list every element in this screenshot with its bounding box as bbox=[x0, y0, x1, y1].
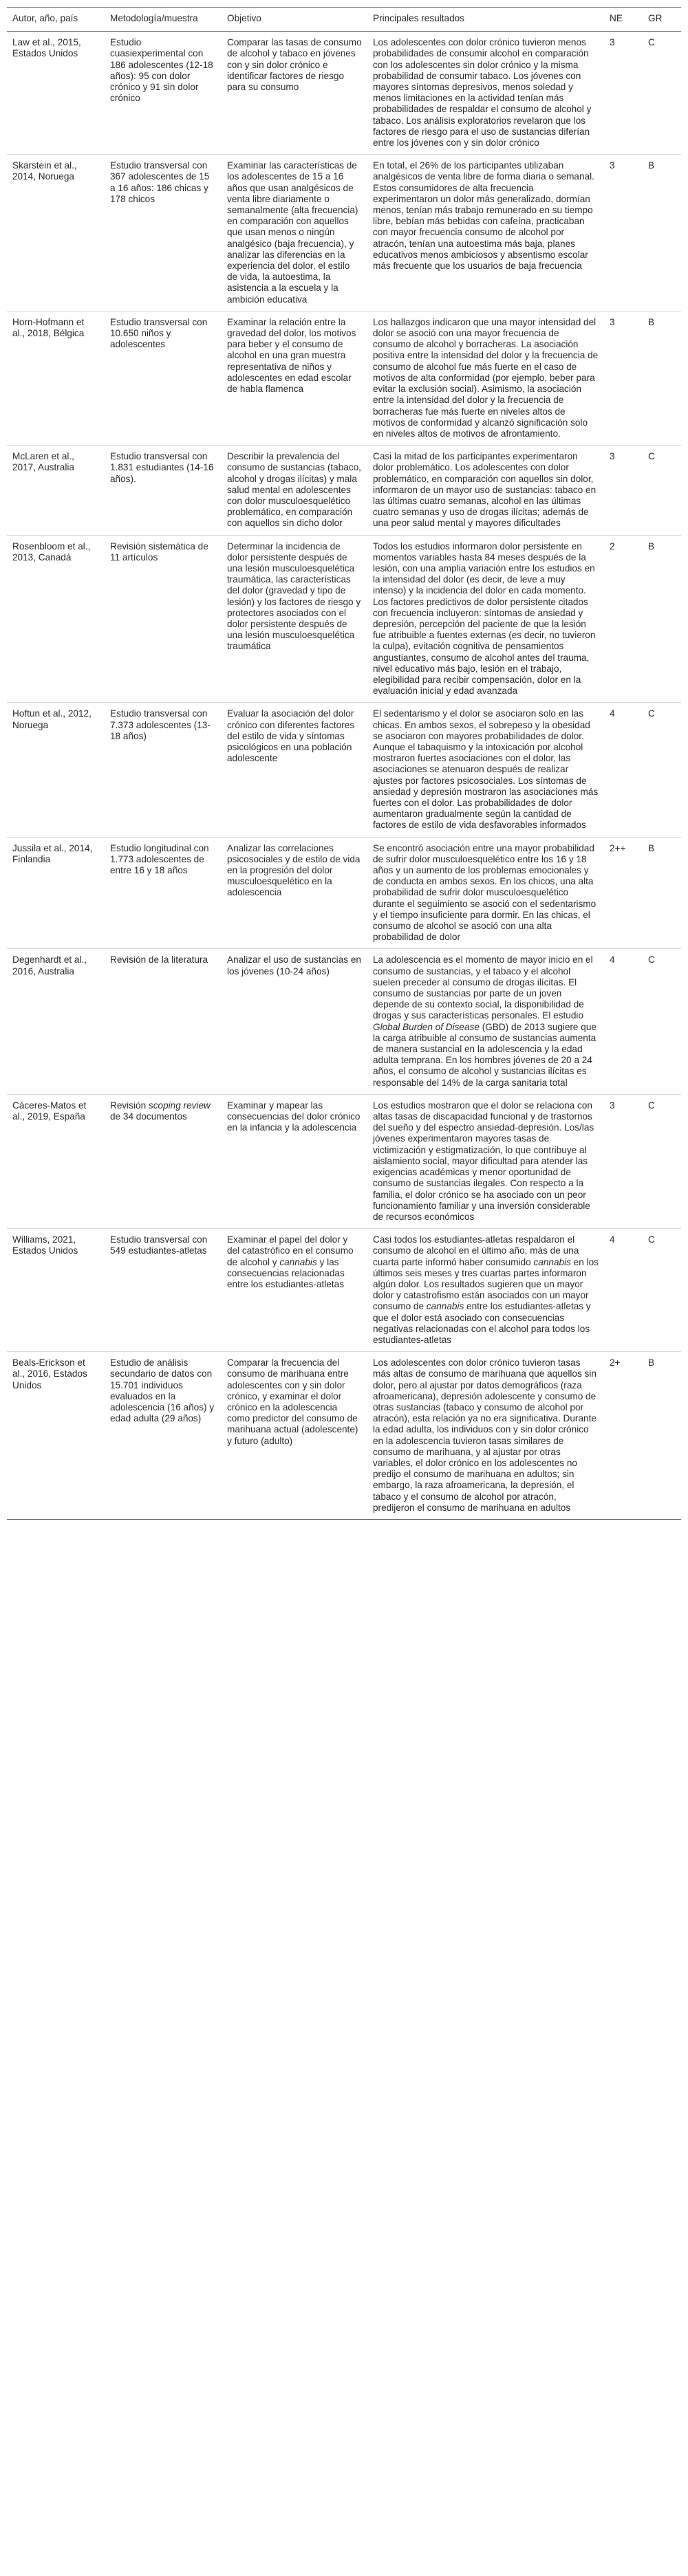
cell-results: Los adolescentes con dolor crónico tuvieron tasas más altas de consumo de marihuana que aquellos sin dolor, pero al ajustar por datos demográficos (raza afroamericana), depresión adolescente y consumo de otras sustancias (tabaco y consumo de alcohol por atracón), esta relación ya no era significativa. Durante la edad adulta, los individuos con y sin dolor crónico en la adolescencia tuvieron tasas similares de consumo de marihuana, y al ajustar por otras variables, el dolor crónico en los adolescentes no predijo el consumo de marihuana en adultos; sin embargo, la raza afroamericana, la depresión, el tabaco y el consumo de alcohol por atracón, predijeron el consumo de marihuana en adultos bbox=[367, 1352, 604, 1520]
cell-gr: C bbox=[643, 446, 681, 535]
method-text-a: Revisión bbox=[110, 1100, 149, 1111]
cell-results bbox=[367, 949, 604, 1094]
method-text-italic: scoping review bbox=[148, 1100, 211, 1111]
method-text-b: de 34 documentos bbox=[110, 1111, 187, 1122]
cell-results: Los hallazgos indicaron que una mayor intensidad del dolor se asoció con una mayor frecuencia de consumo de alcohol y borracheras. La asociación positiva entre la intensidad del dolor y la frecuencia de consumo de alcohol fue más fuerte en el caso de motivos de alta conformidad (por ejemplo, beber para evitar la exclusión social). Asimismo, la asociación entre la intensidad del dolor y la frecuencia de borracheras fue más fuerte en niveles altos de motivos de conformidad y alcanzó significación solo en niveles altos de motivos de afrontamiento. bbox=[367, 311, 604, 445]
cell-method: Estudio transversal con 1.831 estudiantes (14-16 años). bbox=[105, 446, 222, 535]
cell-ne: 3 bbox=[604, 1094, 643, 1228]
table-row bbox=[7, 1094, 681, 1228]
header-objective: Objetivo bbox=[222, 8, 367, 32]
cell-results: En total, el 26% de los participantes utilizaban analgésicos de venta libre de forma diaria o semanal. Estos consumidores de alta frecuencia experimentaron un dolor más generalizado, dormían menos, tenían más trabajo remunerado en su tiempo libre, bebían más bebidas con cafeína, practicaban con mayor frecuencia consumo de alcohol por atracón, tenían una autoestima más baja, planes educativos menos ambiciosos y absentismo escolar más frecuente que los usuarios de baja frecuencia bbox=[367, 155, 604, 312]
table-row bbox=[7, 949, 681, 1094]
objective-text-italic: cannabis bbox=[279, 1256, 317, 1267]
results-text-b: en los últimos seis meses y tres cuartas partes informaron algún dolor. Los resultados sugieren que un mayor dolor y catastrofismo están asociados con un mayor consumo de bbox=[373, 1256, 599, 1312]
cell-objective: Comparar la frecuencia del consumo de marihuana entre adolescentes con y sin dolor crónico, y examinar el dolor crónico en la adolescencia como predictor del consumo de marihuana actual (adolescente) y futuro (adulto) bbox=[222, 1352, 367, 1520]
cell-author: Beals-Erickson et al., 2016, Estados Unidos bbox=[7, 1352, 105, 1520]
cell-results: Se encontró asociación entre una mayor probabilidad de sufrir dolor musculoesquelético entre los 16 y 18 años y un aumento de los problemas emocionales y de conducta en ambos sexos. En los chicos, una alta probabilidad de sufrir dolor musculoesquelético durante el seguimiento se asoció con el sedentarismo y el tiempo insuficiente para dormir. En las chicas, el consumo de alcohol se asoció con una alta probabilidad de dolor bbox=[367, 837, 604, 949]
cell-ne: 3 bbox=[604, 32, 643, 155]
cell-results: Casi la mitad de los participantes experimentaron dolor problemático. Los adolescentes con dolor problemático, en comparación con aquellos sin dolor, informaron de un mayor uso de sustancias: tabaco en las últimas cuatro semanas, alcohol en las últimas cuatro semanas y uso de drogas ilícitas; además de una peor salud mental y mayores dificultades bbox=[367, 446, 604, 535]
cell-objective: Examinar las características de los adolescentes de 15 a 16 años que usan analgésicos de venta libre diariamente o semanalmente (alta frecuencia) en comparación con aquellos que usan menos o ningún analgésico (baja frecuencia), y analizar las diferencias en la experiencia del dolor, el estilo de vida, la autoestima, la asistencia a la escuela y la ambición educativa bbox=[222, 155, 367, 312]
cell-author: Rosenbloom et al., 2013, Canadá bbox=[7, 535, 105, 703]
header-author: Autor, año, país bbox=[7, 8, 105, 32]
results-table bbox=[7, 7, 681, 1520]
results-text-c: entre los estudiantes-atletas y que el dolor está asociado con consecuencias negativas relacionadas con el alcohol para todos los estudiantes-atletas bbox=[373, 1301, 591, 1345]
cell-objective: Analizar el uso de sustancias en los jóvenes (10-24 años) bbox=[222, 949, 367, 1094]
table-row bbox=[7, 1229, 681, 1352]
table-body bbox=[7, 32, 681, 1520]
cell-method: Estudio transversal con 367 adolescentes de 15 a 16 años: 186 chicas y 178 chicos bbox=[105, 155, 222, 312]
table-row bbox=[7, 1352, 681, 1520]
cell-method bbox=[105, 1094, 222, 1228]
objective-text-b: y las consecuencias relacionadas entre los estudiantes-atletas bbox=[227, 1256, 345, 1289]
table-row bbox=[7, 32, 681, 155]
cell-author: Law et al., 2015, Estados Unidos bbox=[7, 32, 105, 155]
results-text-italic: cannabis bbox=[533, 1256, 571, 1267]
cell-ne: 4 bbox=[604, 703, 643, 837]
cell-results bbox=[367, 1229, 604, 1352]
cell-results: Los adolescentes con dolor crónico tuvieron menos probabilidades de consumir alcohol en comparación con los adolescentes sin dolor crónico y la misma probabilidad de consumir tabaco. Los jóvenes con mayores síntomas depresivos, menos soledad y menos limitaciones en la actividad tenían más probabilidades de respaldar el consumo de alcohol y tabaco. Los análisis exploratorios revelaron que los factores de riesgo para el uso de sustancias diferían entre los jóvenes con y sin dolor crónico bbox=[367, 32, 604, 155]
cell-objective: Examinar la relación entre la gravedad del dolor, los motivos para beber y el consumo de alcohol en una gran muestra representativa de niños y adolescentes en edad escolar de habla flamenca bbox=[222, 311, 367, 445]
cell-method: Revisión sistemática de 11 artículos bbox=[105, 535, 222, 703]
cell-gr: C bbox=[643, 703, 681, 837]
table-header bbox=[7, 8, 681, 32]
cell-ne: 4 bbox=[604, 949, 643, 1094]
table-row bbox=[7, 535, 681, 703]
cell-method: Estudio longitudinal con 1.773 adolescentes de entre 16 y 18 años bbox=[105, 837, 222, 949]
cell-author: Horn-Hofmann et al., 2018, Bélgica bbox=[7, 311, 105, 445]
cell-author: McLaren et al., 2017, Australia bbox=[7, 446, 105, 535]
results-text-italic-2: cannabis bbox=[426, 1301, 464, 1312]
cell-objective: Comparar las tasas de consumo de alcohol y tabaco en jóvenes con y sin dolor crónico e identificar factores de riesgo para su consumo bbox=[222, 32, 367, 155]
results-text-b: (GBD) de 2013 sugiere que la carga atribuible al consumo de sustancias aumenta de manera sustancial en la adolescencia y la edad adulta temprana. En los hombres jóvenes de 20 a 24 años, el consumo de alcohol y sustancias ilícitas es responsable del 14% de la carga sanitaria total bbox=[373, 1021, 596, 1088]
cell-gr: B bbox=[643, 311, 681, 445]
cell-gr: C bbox=[643, 1229, 681, 1352]
cell-results: Todos los estudios informaron dolor persistente en momentos variables hasta 84 meses después de la lesión, con una amplia variación entre los estudios en la intensidad del dolor (es decir, de leve a muy intenso) y la incidencia del dolor en cada momento. Los factores predictivos de dolor persistente citados con frecuencia incluyeron: síntomas de ansiedad y depresión, percepción del paciente de que la lesión fue atribuible a fuentes externas (es decir, no tuvieron la culpa), evitación cognitiva de pensamientos angustiantes, consumo de alcohol antes del trauma, nivel educativo más bajo, lesión en el trabajo, elegibilidad para recibir compensación, dolor en la evaluación inicial y edad avanzada bbox=[367, 535, 604, 703]
cell-method: Revisión de la literatura bbox=[105, 949, 222, 1094]
table-row bbox=[7, 155, 681, 312]
table-row bbox=[7, 311, 681, 445]
cell-gr: B bbox=[643, 1352, 681, 1520]
results-text-a: La adolescencia es el momento de mayor inicio en el consumo de sustancias, y el tabaco y el alcohol suelen preceder al consumo de drogas ilícitas. El consumo de sustancias por parte de un joven depende de su contexto social, la disponibilidad de drogas y sus características personales. El estudio bbox=[373, 954, 593, 1021]
results-text-a: Casi todos los estudiantes-atletas respaldaron el consumo de alcohol en el último año, más de una cuarta parte informó haber consumido bbox=[373, 1234, 579, 1267]
cell-ne: 3 bbox=[604, 311, 643, 445]
cell-results: El sedentarismo y el dolor se asociaron solo en las chicas. En ambos sexos, el sobrepeso y la obesidad se asociaron con mayores probabilidades de dolor. Aunque el tabaquismo y la intoxicación por alcohol mostraron fuertes asociaciones con el dolor, las asociaciones se atenuaron después de realizar ajustes por factores psicosociales. Los síntomas de ansiedad y depresión mostraron las asociaciones más fuertes con el dolor. Las probabilidades de dolor aumentaron gradualmente según la cantidad de factores de estilo de vida desfavorables informados bbox=[367, 703, 604, 837]
cell-method: Estudio de análisis secundario de datos con 15.701 individuos evaluados en la adolescencia (16 años) y edad adulta (29 años) bbox=[105, 1352, 222, 1520]
cell-ne: 2++ bbox=[604, 837, 643, 949]
objective-text-a: Examinar el papel del dolor y del catastrófico en el consumo de alcohol y bbox=[227, 1234, 354, 1267]
header-gr: GR bbox=[643, 8, 681, 32]
header-ne: NE bbox=[604, 8, 643, 32]
cell-gr: B bbox=[643, 155, 681, 312]
cell-gr: B bbox=[643, 837, 681, 949]
cell-objective: Determinar la incidencia de dolor persistente después de una lesión musculoesquelética traumática, las características del dolor (gravedad y tipo de lesión) y los factores de riesgo y protectores asociados con el dolor persistente después de una lesión musculoesquelética traumática bbox=[222, 535, 367, 703]
cell-objective: Describir la prevalencia del consumo de sustancias (tabaco, alcohol y drogas ilícitas) y mala salud mental en adolescentes con dolor musculoesquelético problemático, en comparación con aquellos sin dicho dolor bbox=[222, 446, 367, 535]
cell-ne: 3 bbox=[604, 155, 643, 312]
header-results: Principales resultados bbox=[367, 8, 604, 32]
cell-objective: Evaluar la asociación del dolor crónico con diferentes factores del estilo de vida y síntomas psicológicos en una población adolescente bbox=[222, 703, 367, 837]
cell-gr: C bbox=[643, 32, 681, 155]
cell-author: Skarstein et al., 2014, Noruega bbox=[7, 155, 105, 312]
cell-results: Los estudios mostraron que el dolor se relaciona con altas tasas de discapacidad funcional y de trastornos del sueño y del espectro ansiedad-depresión. Los/las jóvenes experimentaron mayores tasas de victimización y estigmatización, lo que contribuye al aislamiento social, mayor dificultad para atender las exigencias académicas y menor oportunidad de consumo de sustancias ilegales. Con respecto a la familia, el dolor crónico se ha asociado con un peor funcionamiento familiar y una inversión considerable de recursos económicos bbox=[367, 1094, 604, 1228]
cell-author: Williams, 2021, Estados Unidos bbox=[7, 1229, 105, 1352]
cell-ne: 2 bbox=[604, 535, 643, 703]
cell-author: Degenhardt et al., 2016, Australia bbox=[7, 949, 105, 1094]
cell-objective: Analizar las correlaciones psicosociales y de estilo de vida en la progresión del dolor musculoesquelético en la adolescencia bbox=[222, 837, 367, 949]
cell-author: Cáceres-Matos et al., 2019, España bbox=[7, 1094, 105, 1228]
cell-gr: C bbox=[643, 1094, 681, 1228]
cell-gr: C bbox=[643, 949, 681, 1094]
cell-method: Estudio transversal con 7.373 adolescentes (13-18 años) bbox=[105, 703, 222, 837]
cell-gr: B bbox=[643, 535, 681, 703]
cell-method: Estudio transversal con 549 estudiantes-atletas bbox=[105, 1229, 222, 1352]
results-text-italic: Global Burden of Disease bbox=[373, 1021, 480, 1032]
table-row bbox=[7, 703, 681, 837]
cell-objective: Examinar y mapear las consecuencias del dolor crónico en la infancia y la adolescencia bbox=[222, 1094, 367, 1228]
header-method: Metodología/muestra bbox=[105, 8, 222, 32]
cell-ne: 2+ bbox=[604, 1352, 643, 1520]
cell-method: Estudio transversal con 10.650 niños y adolescentes bbox=[105, 311, 222, 445]
header-row bbox=[7, 8, 681, 32]
cell-author: Hoftun et al., 2012, Noruega bbox=[7, 703, 105, 837]
cell-objective bbox=[222, 1229, 367, 1352]
cell-method: Estudio cuasiexperimental con 186 adolescentes (12-18 años): 95 con dolor crónico y 91 sin dolor crónico bbox=[105, 32, 222, 155]
cell-ne: 4 bbox=[604, 1229, 643, 1352]
cell-ne: 3 bbox=[604, 446, 643, 535]
table-row bbox=[7, 446, 681, 535]
table-row bbox=[7, 837, 681, 949]
cell-author: Jussila et al., 2014, Finlandia bbox=[7, 837, 105, 949]
